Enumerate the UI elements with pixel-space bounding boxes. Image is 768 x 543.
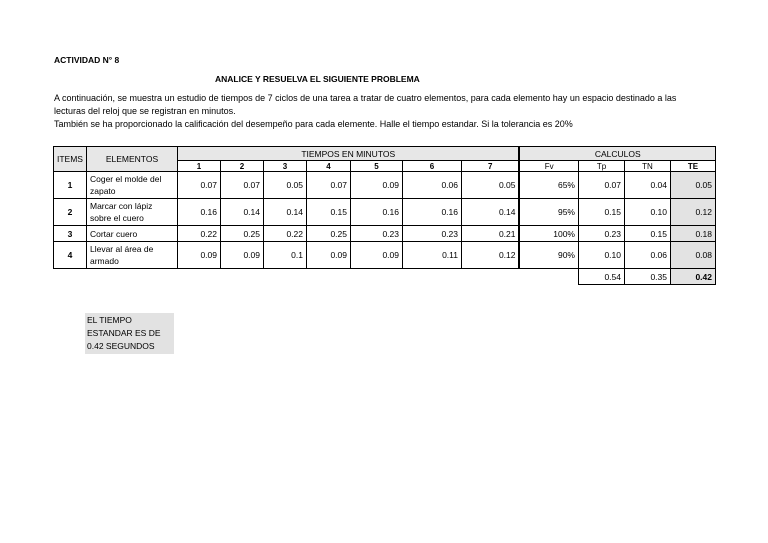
table-row <box>54 242 716 269</box>
time-cell: 0.07 <box>306 172 350 199</box>
cycle-header: 5 <box>350 161 402 172</box>
tp-cell: 0.15 <box>578 199 624 226</box>
time-study-table <box>53 146 716 285</box>
tn-cell: 0.06 <box>624 242 670 269</box>
cycle-header: 3 <box>263 161 306 172</box>
intro-line-1: A continuación, se muestra un estudio de tiempos de 7 ciclos de una tarea a tratar de cuatro elementos, para cada elemento hay un espacio destinado a las <box>54 93 677 103</box>
element-name: Cortar cuero <box>86 226 177 242</box>
time-cell: 0.21 <box>461 226 519 242</box>
time-cell: 0.05 <box>461 172 519 199</box>
time-cell: 0.25 <box>306 226 350 242</box>
result-line-1: EL TIEMPO <box>87 315 132 325</box>
time-cell: 0.22 <box>263 226 306 242</box>
item-number: 3 <box>54 226 87 242</box>
time-cell: 0.07 <box>177 172 220 199</box>
tp-total: 0.54 <box>578 269 624 285</box>
time-cell: 0.09 <box>306 242 350 269</box>
table-row <box>54 172 716 199</box>
time-cell: 0.22 <box>177 226 220 242</box>
tp-header: Tp <box>578 161 624 172</box>
intro-line-3: También se ha proporcionado la calificación del desempeño para cada elemente. Halle el tiempo estandar. Si la tolerancia es 20% <box>54 119 573 129</box>
fv-cell: 100% <box>519 226 578 242</box>
item-number: 1 <box>54 172 87 199</box>
element-name: Llevar al área de armado <box>86 242 177 269</box>
cycle-header: 1 <box>177 161 220 172</box>
time-cell: 0.16 <box>350 199 402 226</box>
time-cell: 0.09 <box>350 242 402 269</box>
time-cell: 0.15 <box>306 199 350 226</box>
tn-cell: 0.10 <box>624 199 670 226</box>
header-elementos: ELEMENTOS <box>86 147 177 172</box>
result-line-3: 0.42 SEGUNDOS <box>87 341 155 351</box>
time-cell: 0.14 <box>263 199 306 226</box>
time-cell: 0.23 <box>402 226 461 242</box>
tp-cell: 0.07 <box>578 172 624 199</box>
cycle-header: 4 <box>306 161 350 172</box>
te-cell: 0.08 <box>670 242 715 269</box>
result-line-2: ESTANDAR ES DE <box>87 328 161 338</box>
te-header: TE <box>670 161 715 172</box>
tp-cell: 0.10 <box>578 242 624 269</box>
time-cell: 0.09 <box>350 172 402 199</box>
header-tiempos: TIEMPOS EN MINUTOS <box>177 147 519 161</box>
problem-title: ANALICE Y RESUELVA EL SIGUIENTE PROBLEMA <box>215 74 420 84</box>
tn-header: TN <box>624 161 670 172</box>
intro-text <box>54 92 714 131</box>
time-cell: 0.09 <box>177 242 220 269</box>
tn-total: 0.35 <box>624 269 670 285</box>
table-row <box>54 226 716 242</box>
element-name: Coger el molde del zapato <box>86 172 177 199</box>
time-cell: 0.16 <box>402 199 461 226</box>
totals-row <box>54 269 716 285</box>
te-cell: 0.18 <box>670 226 715 242</box>
te-total: 0.42 <box>670 269 715 285</box>
time-cell: 0.11 <box>402 242 461 269</box>
time-cell: 0.09 <box>220 242 263 269</box>
time-cell: 0.06 <box>402 172 461 199</box>
time-cell: 0.25 <box>220 226 263 242</box>
fv-cell: 90% <box>519 242 578 269</box>
intro-line-2: lecturas del reloj que se registran en minutos. <box>54 106 236 116</box>
header-items: ITEMS <box>54 147 87 172</box>
fv-cell: 95% <box>519 199 578 226</box>
time-cell: 0.05 <box>263 172 306 199</box>
activity-title: ACTIVIDAD N° 8 <box>54 55 120 65</box>
te-cell: 0.05 <box>670 172 715 199</box>
cycle-header: 2 <box>220 161 263 172</box>
time-cell: 0.14 <box>461 199 519 226</box>
cycle-header: 7 <box>461 161 519 172</box>
te-cell: 0.12 <box>670 199 715 226</box>
tn-cell: 0.04 <box>624 172 670 199</box>
fv-cell: 65% <box>519 172 578 199</box>
time-cell: 0.12 <box>461 242 519 269</box>
element-name: Marcar con lápiz sobre el cuero <box>86 199 177 226</box>
time-cell: 0.23 <box>350 226 402 242</box>
time-cell: 0.07 <box>220 172 263 199</box>
item-number: 4 <box>54 242 87 269</box>
tn-cell: 0.15 <box>624 226 670 242</box>
item-number: 2 <box>54 199 87 226</box>
result-box <box>85 313 174 354</box>
table-row <box>54 199 716 226</box>
time-cell: 0.16 <box>177 199 220 226</box>
tp-cell: 0.23 <box>578 226 624 242</box>
header-calculos: CALCULOS <box>519 147 715 161</box>
time-cell: 0.1 <box>263 242 306 269</box>
fv-header: Fv <box>519 161 578 172</box>
time-cell: 0.14 <box>220 199 263 226</box>
cycle-header: 6 <box>402 161 461 172</box>
